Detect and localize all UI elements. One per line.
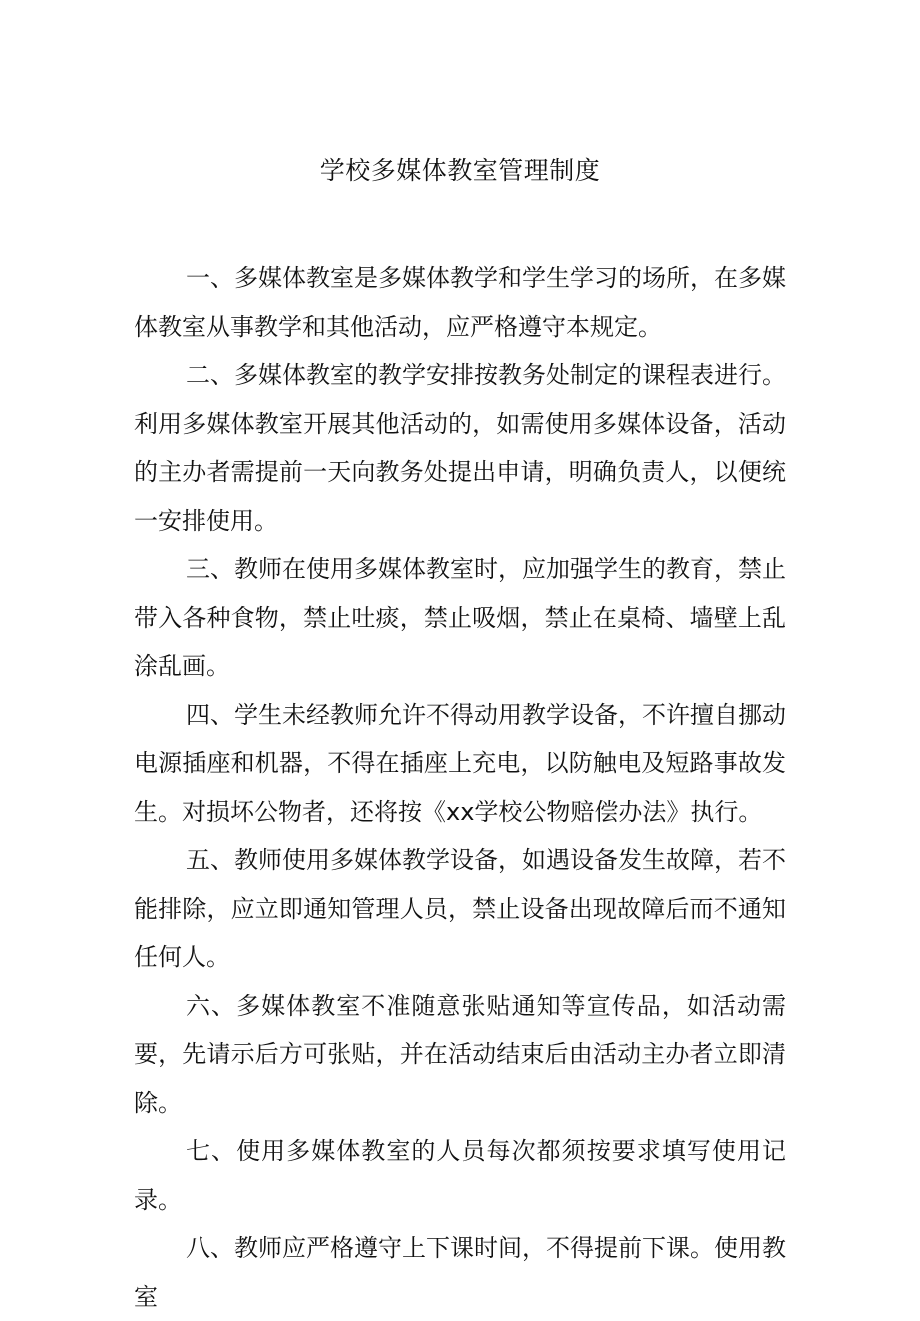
paragraph-1: 一、多媒体教室是多媒体教学和学生学习的场所，在多媒体教室从事教学和其他活动，应严格遵守本规定。 [134,264,786,341]
paragraph-2: 二、多媒体教室的教学安排按教务处制定的课程表进行。利用多媒体教室开展其他活动的，如需使用多媒体设备，活动的主办者需提前一天向教务处提出申请，明确负责人，以便统一安排使用。 [134,361,786,535]
document-body [134,254,786,1321]
paragraph-7: 七、使用多媒体教室的人员每次都须按要求填写使用记录。 [134,1137,786,1214]
paragraph-4: 四、学生未经教师允许不得动用教学设备，不许擅自挪动电源插座和机器，不得在插座上充电，以防触电及短路事故发生。对损坏公物者，还将按《xx学校公物赔偿办法》执行。 [134,700,786,826]
document-title: 学校多媒体教室管理制度 [319,156,601,185]
paragraph-3: 三、教师在使用多媒体教室时，应加强学生的教育，禁止带入各种食物，禁止吐痰，禁止吸烟，禁止在桌椅、墙壁上乱涂乱画。 [134,555,786,680]
paragraph-6: 六、多媒体教室不准随意张贴通知等宣传品，如活动需要，先请示后方可张贴，并在活动结束后由活动主办者立即清除。 [134,991,786,1117]
paragraph-5: 五、教师使用多媒体教学设备，如遇设备发生故障，若不能排除，应立即通知管理人员，禁止设备出现故障后而不通知任何人。 [134,846,786,971]
paragraph-8: 八、教师应严格遵守上下课时间，不得提前下课。使用教室 [134,1234,786,1311]
